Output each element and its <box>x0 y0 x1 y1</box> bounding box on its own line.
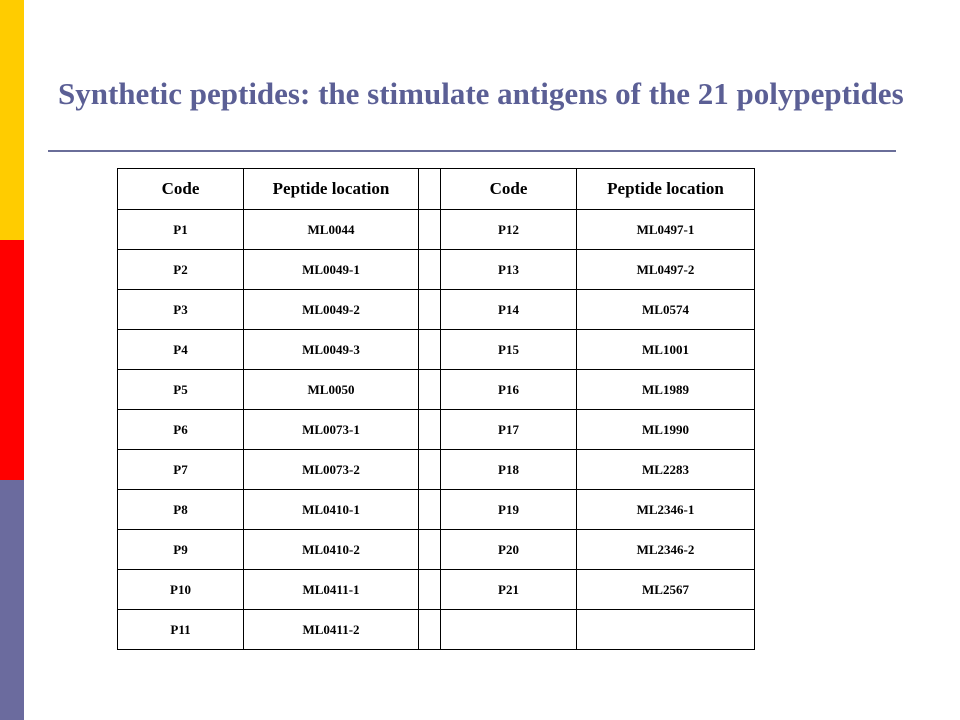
spacer-cell <box>419 330 441 370</box>
table-row <box>118 370 755 410</box>
table-row <box>118 290 755 330</box>
spacer-cell <box>419 410 441 450</box>
table-row <box>118 330 755 370</box>
header-code: Code <box>118 169 244 210</box>
spacer-cell <box>419 290 441 330</box>
code-cell: P20 <box>441 530 577 570</box>
location-cell: ML0497-2 <box>577 250 755 290</box>
location-cell: ML2283 <box>577 450 755 490</box>
table-row <box>118 250 755 290</box>
spacer-cell <box>419 530 441 570</box>
code-cell: P16 <box>441 370 577 410</box>
location-cell: ML1001 <box>577 330 755 370</box>
location-cell: ML0410-2 <box>244 530 419 570</box>
code-cell: P4 <box>118 330 244 370</box>
table-row <box>118 530 755 570</box>
location-cell: ML0411-2 <box>244 610 419 650</box>
code-cell: P14 <box>441 290 577 330</box>
spacer-cell <box>419 570 441 610</box>
accent-bar-slate <box>0 480 24 720</box>
code-cell: P21 <box>441 570 577 610</box>
table-row <box>118 610 755 650</box>
header-spacer <box>419 169 441 210</box>
accent-bar-yellow <box>0 0 24 240</box>
code-cell: P1 <box>118 210 244 250</box>
location-cell <box>577 610 755 650</box>
code-cell: P15 <box>441 330 577 370</box>
location-cell: ML2346-1 <box>577 490 755 530</box>
location-cell: ML0049-3 <box>244 330 419 370</box>
code-cell: P12 <box>441 210 577 250</box>
code-cell: P8 <box>118 490 244 530</box>
table-row <box>118 210 755 250</box>
table-row <box>118 450 755 490</box>
title-divider <box>48 150 896 152</box>
spacer-cell <box>419 210 441 250</box>
code-cell <box>441 610 577 650</box>
location-cell: ML1990 <box>577 410 755 450</box>
header-peptide-location-2: Peptide location <box>577 169 755 210</box>
location-cell: ML0411-1 <box>244 570 419 610</box>
code-cell: P6 <box>118 410 244 450</box>
location-cell: ML2346-2 <box>577 530 755 570</box>
location-cell: ML0073-2 <box>244 450 419 490</box>
header-peptide-location: Peptide location <box>244 169 419 210</box>
location-cell: ML0073-1 <box>244 410 419 450</box>
code-cell: P19 <box>441 490 577 530</box>
location-cell: ML0574 <box>577 290 755 330</box>
code-cell: P17 <box>441 410 577 450</box>
code-cell: P7 <box>118 450 244 490</box>
code-cell: P2 <box>118 250 244 290</box>
spacer-cell <box>419 610 441 650</box>
peptide-table <box>117 168 755 650</box>
spacer-cell <box>419 490 441 530</box>
code-cell: P18 <box>441 450 577 490</box>
table-row <box>118 570 755 610</box>
header-code-2: Code <box>441 169 577 210</box>
location-cell: ML0049-1 <box>244 250 419 290</box>
location-cell: ML0049-2 <box>244 290 419 330</box>
location-cell: ML1989 <box>577 370 755 410</box>
code-cell: P13 <box>441 250 577 290</box>
slide-title: Synthetic peptides: the stimulate antigens of the 21 polypeptides <box>58 76 904 111</box>
code-cell: P10 <box>118 570 244 610</box>
location-cell: ML2567 <box>577 570 755 610</box>
location-cell: ML0497-1 <box>577 210 755 250</box>
table-header-row <box>118 169 755 210</box>
location-cell: ML0050 <box>244 370 419 410</box>
code-cell: P3 <box>118 290 244 330</box>
spacer-cell <box>419 370 441 410</box>
table-row <box>118 410 755 450</box>
location-cell: ML0410-1 <box>244 490 419 530</box>
spacer-cell <box>419 250 441 290</box>
table-row <box>118 490 755 530</box>
code-cell: P9 <box>118 530 244 570</box>
code-cell: P5 <box>118 370 244 410</box>
spacer-cell <box>419 450 441 490</box>
code-cell: P11 <box>118 610 244 650</box>
location-cell: ML0044 <box>244 210 419 250</box>
accent-bar-red <box>0 240 24 480</box>
